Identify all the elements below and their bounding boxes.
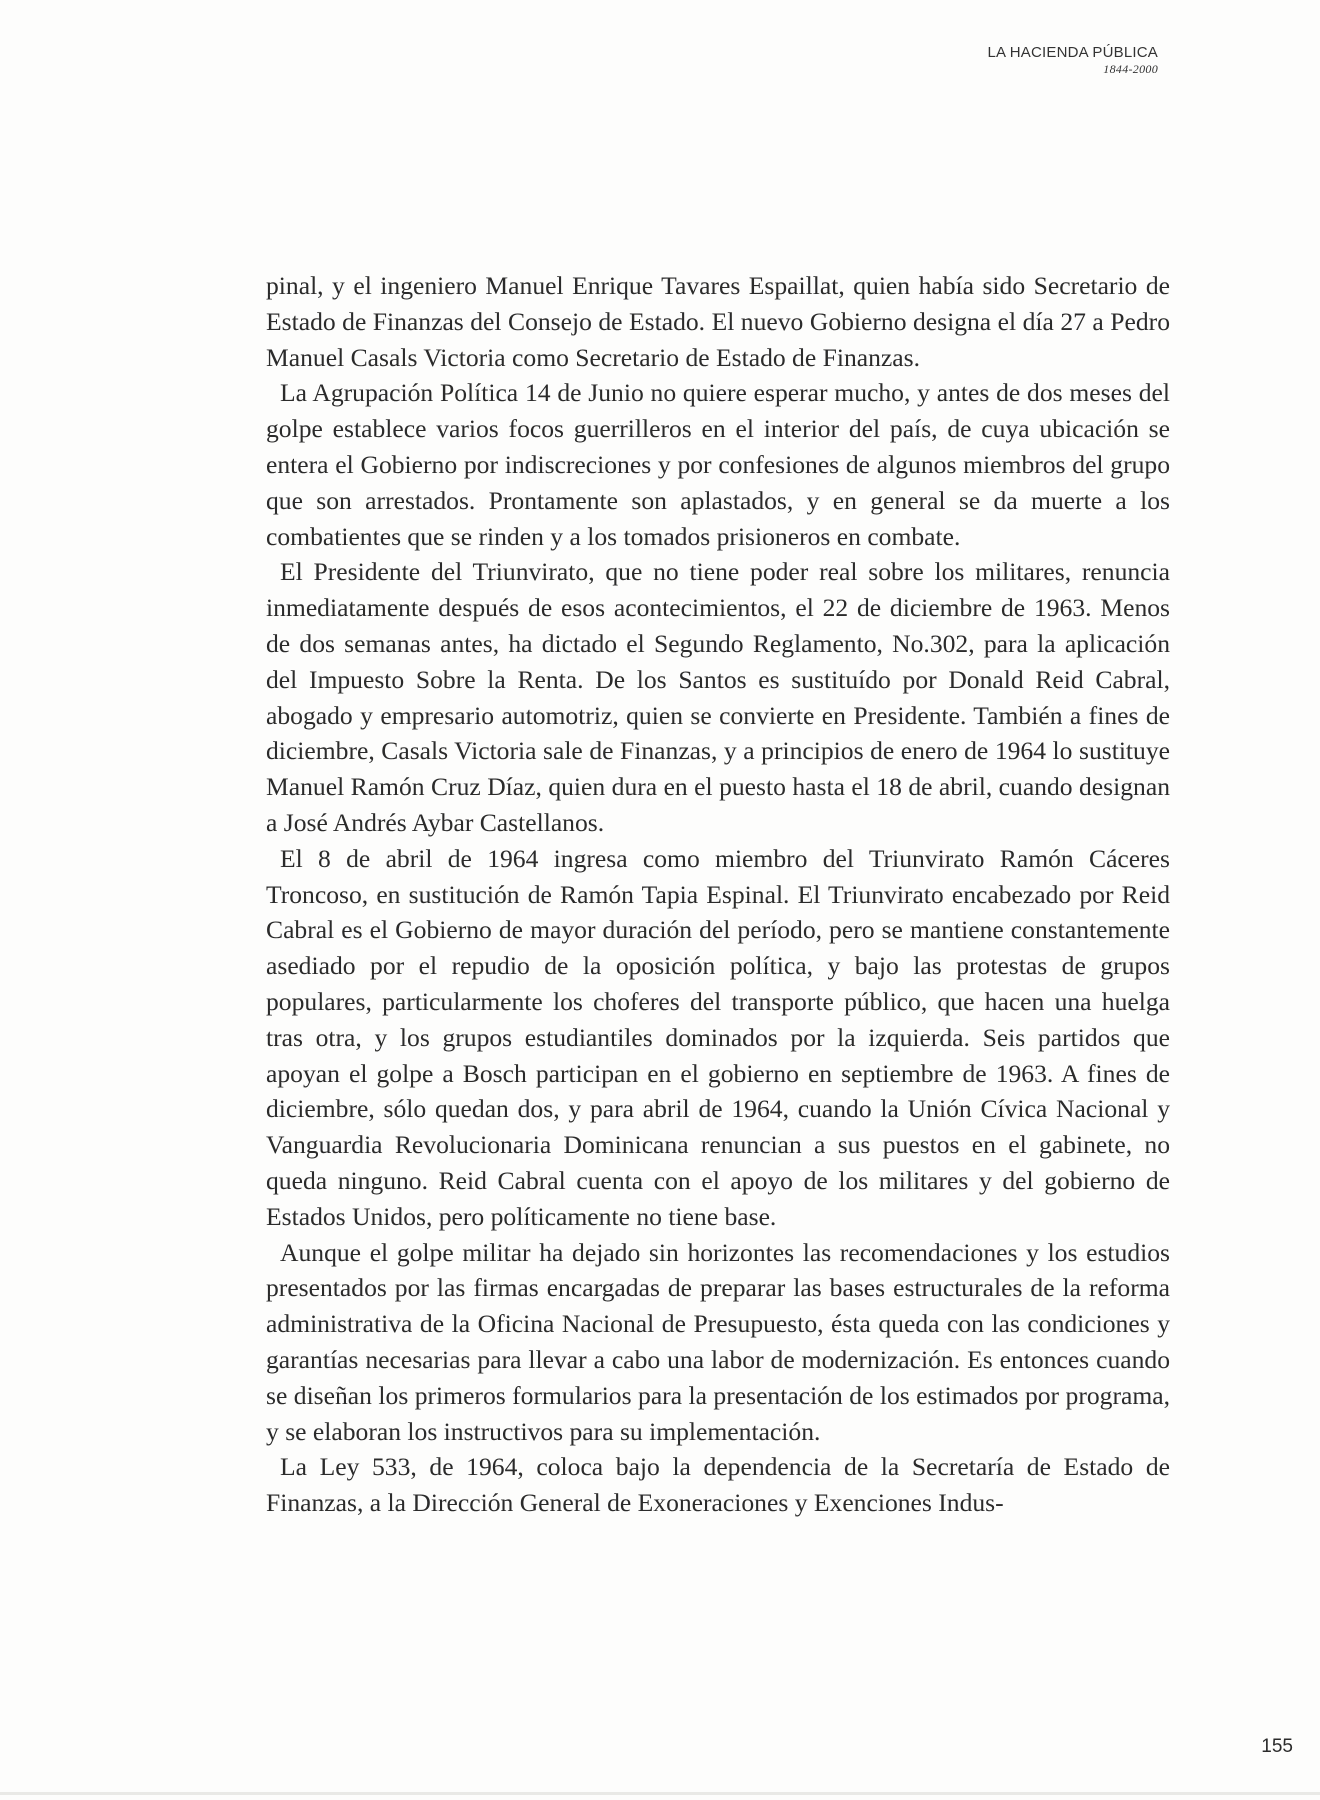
running-header	[987, 44, 1158, 76]
paragraph: pinal, y el ingeniero Manuel Enrique Tavares Espaillat, quien había sido Secretario de Estado de Finanzas del Consejo de Estado. El nuevo Gobierno designa el día 27 a Pedro Manuel Casals Victoria como Secretario de Estado de Finanzas.	[266, 271, 1170, 372]
paragraph: La Agrupación Política 14 de Junio no quiere esperar mucho, y antes de dos meses del golpe establece varios focos guerrilleros en el interior del país, de cuya ubicación se entera el Gobierno por indiscreciones y por confesiones de algunos miembros del grupo que son arrestados. Prontamente son aplastados, y en general se da muerte a los combatientes que se rinden y a los tomados prisioneros en combate.	[266, 378, 1170, 551]
running-header-years: 1844-2000	[1103, 62, 1158, 76]
paragraph: Aunque el golpe militar ha dejado sin horizontes las recomendaciones y los estudios presentados por las firmas encargadas de preparar las bases estructurales de la reforma administrativa de la Oficina Nacional de Presupuesto, ésta queda con las condiciones y garantías necesarias para llevar a cabo una labor de modernización. Es entonces cuando se diseñan los primeros formularios para la presentación de los estimados por programa, y se elaboran los instructivos para su implementación.	[266, 1237, 1170, 1446]
running-header-title: LA HACIENDA PÚBLICA	[987, 44, 1158, 61]
paragraph: El 8 de abril de 1964 ingresa como miembro del Triunvirato Ramón Cáceres Troncoso, en sustitución de Ramón Tapia Espinal. El Triunvirato encabezado por Reid Cabral es el Gobierno de mayor duración del período, pero se mantiene constantemente asediado por el repudio de la oposición política, y bajo las protestas de grupos populares, particularmente los choferes del transporte público, que hacen una huelga tras otra, y los grupos estudiantiles dominados por la izquierda. Seis partidos que apoyan el golpe a Bosch participan en el gobierno en septiembre de 1963. A fines de diciembre, sólo quedan dos, y para abril de 1964, cuando la Unión Cívica Nacional y Vanguardia Revolucionaria Dominicana renuncian a sus puestos en el gabinete, no queda ninguno. Reid Cabral cuenta con el apoyo de los militares y del gobierno de Estados Unidos, pero políticamente no tiene base.	[266, 843, 1170, 1231]
paragraph: El Presidente del Triunvirato, que no tiene poder real sobre los militares, renuncia inmediatamente después de esos acontecimientos, el 22 de diciembre de 1963. Menos de dos semanas antes, ha dictado el Segundo Reglamento, No.302, para la aplicación del Impuesto Sobre la Renta. De los Santos es sustituído por Donald Reid Cabral, abogado y empresario automotriz, quien se convierte en Presidente. También a fines de diciembre, Casals Victoria sale de Finanzas, y a principios de enero de 1964 lo sustituye Manuel Ramón Cruz Díaz, quien dura en el puesto hasta el 18 de abril, cuando designan a José Andrés Aybar Castellanos.	[266, 557, 1170, 837]
paragraph: La Ley 533, de 1964, coloca bajo la dependencia de la Secretaría de Estado de Finanzas, a la Dirección General de Exoneraciones y Exenciones Indus-	[266, 1452, 1170, 1518]
body-text	[266, 268, 1170, 1521]
page-number: 155	[1261, 1736, 1293, 1757]
page-edge-divider	[0, 1792, 1320, 1795]
